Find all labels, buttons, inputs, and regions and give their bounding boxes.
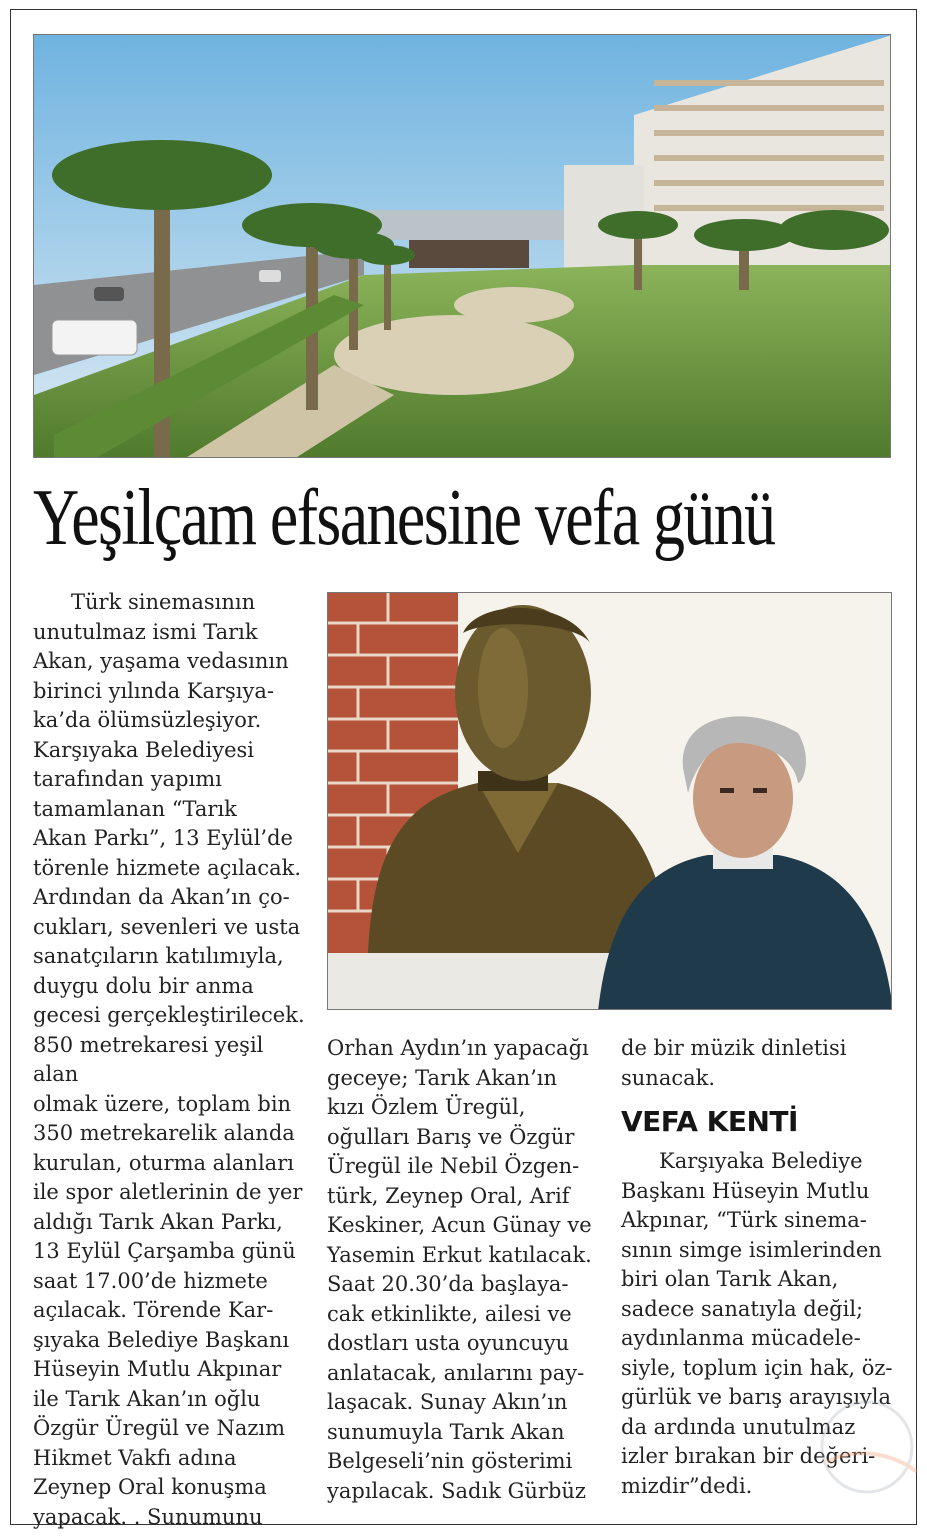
park-photo <box>33 34 891 458</box>
article-column-2 <box>327 1034 602 1506</box>
article-subheading: VEFA KENTİ <box>621 1105 798 1138</box>
article-col3-intro: de bir müzik dinletisi sunacak. <box>621 1036 847 1090</box>
portrait-photo <box>327 592 892 1010</box>
article-column-1 <box>33 588 308 1532</box>
article-headline: Yeşilçam efsanesine vefa günü <box>33 474 775 562</box>
article-col1-text: Türk sinemasının unutulmaz ismi Tarık Akan, yaşama vedasının birinci yılında Karşıya- ka’da ölümsüzleşiyor. Karşıyaka Belediyesi tarafından yapımı tamamlanan “Tarık Akan Parkı”, 13 Eylül’de törenle hizmete açılacak. Ardından da Akan’ın ço- cukları, sevenleri ve usta sanatçıların katılımıyla, duygu dolu bir anma gecesi gerçekleştirilecek. 850 metrekaresi yeşil alan olmak üzere, toplam bin 350 metrekarelik alanda kurulan, oturma alanları ile spor aletlerinin de yer aldığı Tarık Akan Parkı, 13 Eylül Çarşamba günü saat 17.00’de hizmete açılacak. Törende Kar- şıyaka Belediye Başkanı Hüseyin Mutlu Akpınar ile Tarık Akan’ın oğlu Özgür Üregül ve Nazım Hikmet Vakfı adına Zeynep Oral konuşma yapacak. . Sunumunu <box>33 590 305 1529</box>
article-col2-text: Orhan Aydın’ın yapacağı geceye; Tarık Akan’ın kızı Özlem Üregül, oğulları Barış ve Özgür Üregül ile Nebil Özgen- türk, Zeynep Oral, Arif Keskiner, Acun Günay ve Yasemin Erkut katılacak. Saat 20.30’da başlaya- cak etkinlikte, ailesi ve dostları usta oyuncuyu anlatacak, anılarını pay- laşacak. Sunay Akın’ın sunumuyla Tarık Akan Belgeseli’nin gösterimi yapılacak. Sadık Gürbüz <box>327 1036 592 1503</box>
article-col3-body: Karşıyaka Belediye Başkanı Hüseyin Mutlu Akpınar, “Türk sinema- sının simge isimlerinden biri olan Tarık Akan, sadece sanatıyla değil; aydınlanma mücadele- siyle, toplum için hak, öz- gürlük ve barış arayışıyla da ardında unutulmaz izler bırakan bir değeri- mizdir”dedi. <box>621 1149 893 1498</box>
watermark-logo-icon <box>812 1392 922 1502</box>
